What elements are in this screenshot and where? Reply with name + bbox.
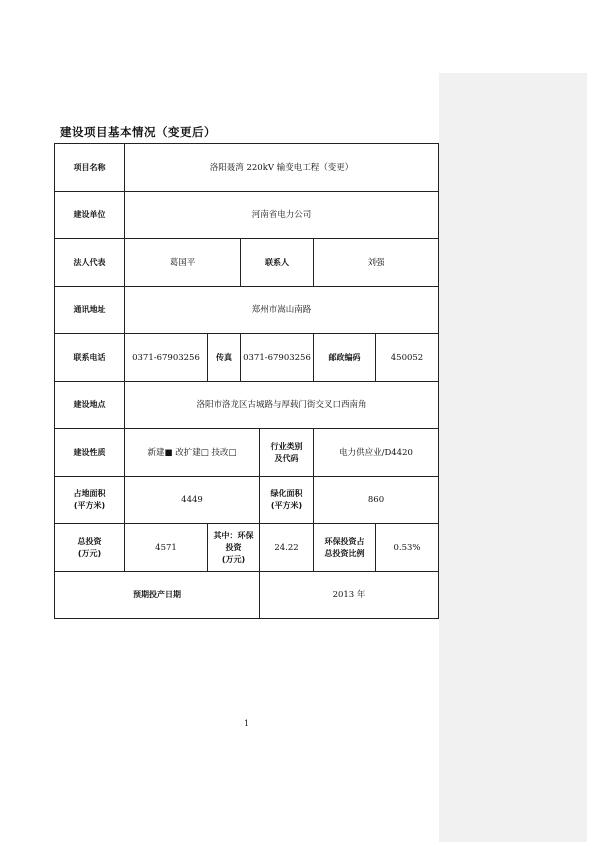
- legal-rep-label: 法人代表: [55, 239, 125, 287]
- industry-label-line1: 行业类别: [270, 441, 303, 451]
- green-area-label-line2: (平方米): [270, 501, 303, 510]
- env-ratio-label-line1: 环保投资占: [324, 536, 365, 546]
- builder-label: 建设单位: [55, 192, 125, 239]
- table-row: [55, 382, 439, 429]
- industry-label: [260, 429, 314, 477]
- table-row: [55, 429, 439, 477]
- postcode-value: 450052: [376, 334, 439, 382]
- env-ratio-label: [314, 524, 376, 572]
- phone-value: 0371-67903256: [125, 334, 208, 382]
- table-row: [55, 524, 439, 572]
- env-invest-label: [208, 524, 260, 572]
- green-area-label-line1: 绿化面积: [270, 489, 303, 498]
- fax-label: 传真: [208, 334, 241, 382]
- nature-value: 新建■ 改扩建□ 技改□: [125, 429, 260, 477]
- contact-value: 刘强: [314, 239, 439, 287]
- start-date-value: 2013 年: [260, 572, 439, 619]
- table-row: [55, 192, 439, 239]
- industry-label-line2: 及代码: [274, 453, 299, 463]
- table-row: [55, 572, 439, 619]
- table-row: [55, 477, 439, 524]
- land-area-value: 4449: [125, 477, 260, 524]
- env-invest-value: 24.22: [260, 524, 314, 572]
- project-info-table: [54, 143, 439, 619]
- total-invest-label-line2: (万元): [77, 548, 102, 558]
- table-row: [55, 144, 439, 192]
- legal-rep-value: 葛国平: [125, 239, 241, 287]
- land-area-label-line2: (平方米): [73, 501, 106, 510]
- industry-value: 电力供应业/D4420: [314, 429, 439, 477]
- contact-label: 联系人: [241, 239, 314, 287]
- project-name-value: 洛阳聂湾 220kV 输变电工程（变更）: [125, 144, 439, 192]
- start-date-label: 预期投产日期: [55, 572, 260, 619]
- table-row: [55, 239, 439, 287]
- land-area-label: [55, 477, 125, 524]
- land-area-label-line1: 占地面积: [73, 489, 106, 498]
- total-invest-value: 4571: [125, 524, 208, 572]
- env-invest-label-line2: (万元): [221, 554, 246, 564]
- env-ratio-label-line2: 总投资比例: [324, 548, 365, 558]
- address-label: 通讯地址: [55, 287, 125, 334]
- fax-value: 0371-67903256: [241, 334, 314, 382]
- location-label: 建设地点: [55, 382, 125, 429]
- address-value: 郑州市嵩山南路: [125, 287, 439, 334]
- total-invest-label: [55, 524, 125, 572]
- table-row: [55, 334, 439, 382]
- phone-label: 联系电话: [55, 334, 125, 382]
- env-invest-label-line1: 其中：环保投资: [213, 530, 254, 552]
- section-title: 建设项目基本情况（变更后）: [60, 125, 216, 139]
- table-row: [55, 287, 439, 334]
- page-number: 1: [243, 719, 250, 728]
- nature-label: 建设性质: [55, 429, 125, 477]
- env-ratio-value: 0.53%: [376, 524, 439, 572]
- total-invest-label-line1: 总投资: [77, 536, 102, 546]
- location-value: 洛阳市洛龙区古城路与厚载门街交叉口西南角: [125, 382, 439, 429]
- project-name-label: 项目名称: [55, 144, 125, 192]
- builder-value: 河南省电力公司: [125, 192, 439, 239]
- postcode-label: 邮政编码: [314, 334, 376, 382]
- green-area-label: [260, 477, 314, 524]
- green-area-value: 860: [314, 477, 439, 524]
